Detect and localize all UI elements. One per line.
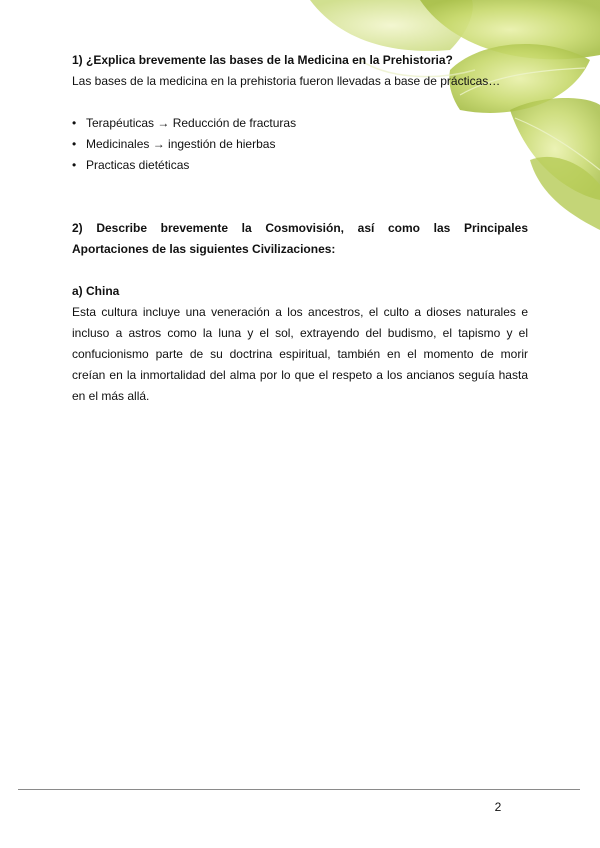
section-china-title: a) China (72, 284, 120, 298)
china-paragraph-line: incluso a astros como la luna y el sol, extrayendo del budismo, el tapismo y el (72, 326, 528, 340)
china-paragraph-line: Esta cultura incluye una veneración a los ancestros, el culto a dioses naturales e (72, 305, 528, 319)
question-2-title-line-2: Aportaciones de las siguientes Civilizaciones: (72, 242, 336, 256)
document-body (72, 50, 528, 407)
page-number: 2 (494, 800, 502, 814)
list-item: • Terapéuticas → Reducción de fracturas (86, 113, 528, 134)
list-item: • Medicinales → ingestión de hierbas (86, 134, 528, 155)
question-1-intro: Las bases de la medicina en la prehistoria fueron llevadas a base de prácticas… (72, 74, 501, 88)
china-paragraph-line: creían en la inmortalidad del alma por lo que el respeto a los ancianos seguía hasta (72, 368, 528, 382)
footer-divider (18, 789, 580, 790)
list-item: • Practicas dietéticas (86, 155, 528, 176)
practices-list (72, 113, 528, 176)
china-paragraph-line: en el más allá. (72, 389, 150, 403)
question-1-title: 1) ¿Explica brevemente las bases de la Medicina en la Prehistoria? (72, 53, 453, 67)
question-2-title-line-1: 2) Describe brevemente la Cosmovisión, así como las Principales (72, 221, 528, 235)
china-paragraph-line: confucionismo parte de su doctrina espiritual, también en el momento de morir (72, 347, 528, 361)
